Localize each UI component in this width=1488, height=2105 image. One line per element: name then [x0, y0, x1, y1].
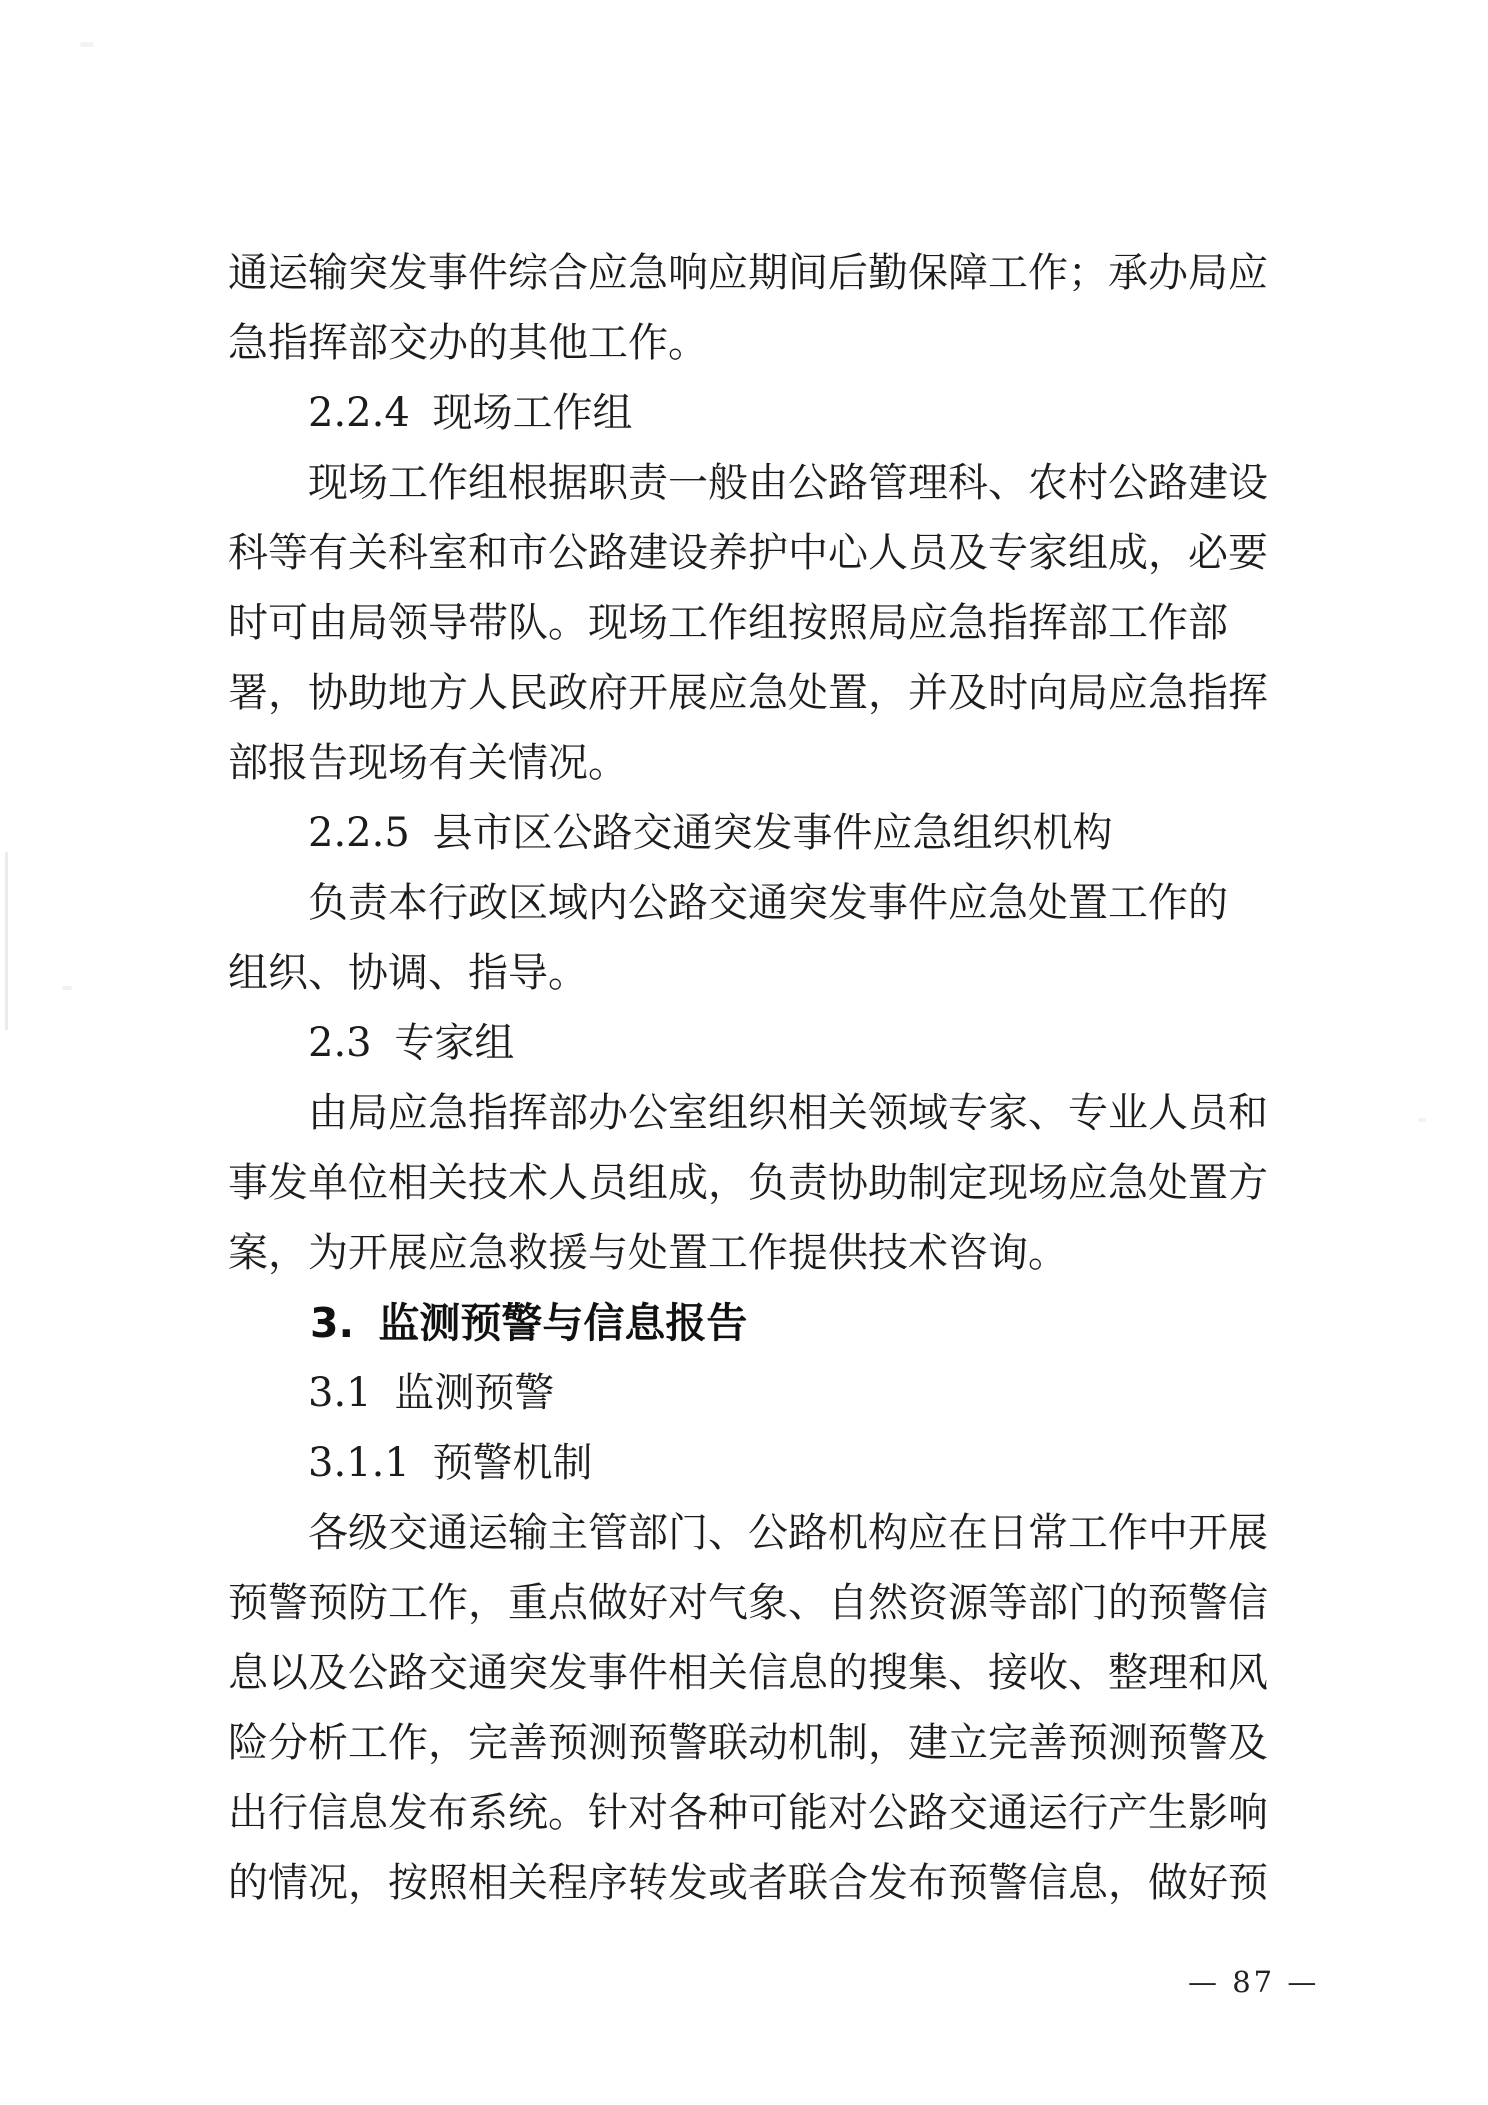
text-line: 组织、协调、指导。: [228, 950, 588, 996]
text-line: 现场工作组根据职责一般由公路管理科、农村公路建设: [308, 460, 1268, 506]
scan-artifact-speck: [1418, 1118, 1426, 1122]
text-line: 时可由局领导带队。现场工作组按照局应急指挥部工作部: [228, 600, 1228, 646]
text-line: 由局应急指挥部办公室组织相关领域专家、专业人员和: [308, 1090, 1268, 1136]
text-line: 2.2.5 县市区公路交通突发事件应急组织机构: [308, 810, 1113, 856]
text-line: 预警预防工作，重点做好对气象、自然资源等部门的预警信: [228, 1580, 1268, 1626]
section-heading-line: 3. 监测预警与信息报告: [310, 1299, 748, 1347]
text-line: 案，为开展应急救援与处置工作提供技术咨询。: [228, 1230, 1068, 1276]
text-line: 息以及公路交通突发事件相关信息的搜集、接收、整理和风: [228, 1650, 1268, 1696]
text-line: 的情况，按照相关程序转发或者联合发布预警信息，做好预: [228, 1860, 1268, 1906]
document-text-block: [228, 238, 1270, 1918]
text-line: 各级交通运输主管部门、公路机构应在日常工作中开展: [308, 1510, 1268, 1556]
scan-artifact-speck: [80, 42, 94, 47]
text-line: 科等有关科室和市公路建设养护中心人员及专家组成，必要: [228, 530, 1268, 576]
text-line: 署，协助地方人民政府开展应急处置，并及时向局应急指挥: [228, 670, 1268, 716]
text-line: 出行信息发布系统。针对各种可能对公路交通运行产生影响: [228, 1790, 1268, 1836]
text-line: 急指挥部交办的其他工作。: [228, 320, 708, 366]
text-line: 通运输突发事件综合应急响应期间后勤保障工作；承办局应: [228, 250, 1268, 296]
text-line: 2.2.4 现场工作组: [308, 390, 633, 436]
text-line: 事发单位相关技术人员组成，负责协助制定现场应急处置方: [228, 1160, 1268, 1206]
text-line: 部报告现场有关情况。: [228, 740, 628, 786]
text-line: 险分析工作，完善预测预警联动机制，建立完善预测预警及: [228, 1720, 1268, 1766]
text-line: 负责本行政区域内公路交通突发事件应急处置工作的: [308, 880, 1228, 926]
scan-artifact-line: [5, 852, 8, 1030]
text-line: 3.1 监测预警: [308, 1370, 555, 1416]
text-line: 3.1.1 预警机制: [308, 1440, 593, 1486]
text-line: 2.3 专家组: [308, 1020, 515, 1066]
page-number: — 87 —: [1188, 1965, 1320, 1999]
scan-artifact-speck: [62, 986, 72, 990]
